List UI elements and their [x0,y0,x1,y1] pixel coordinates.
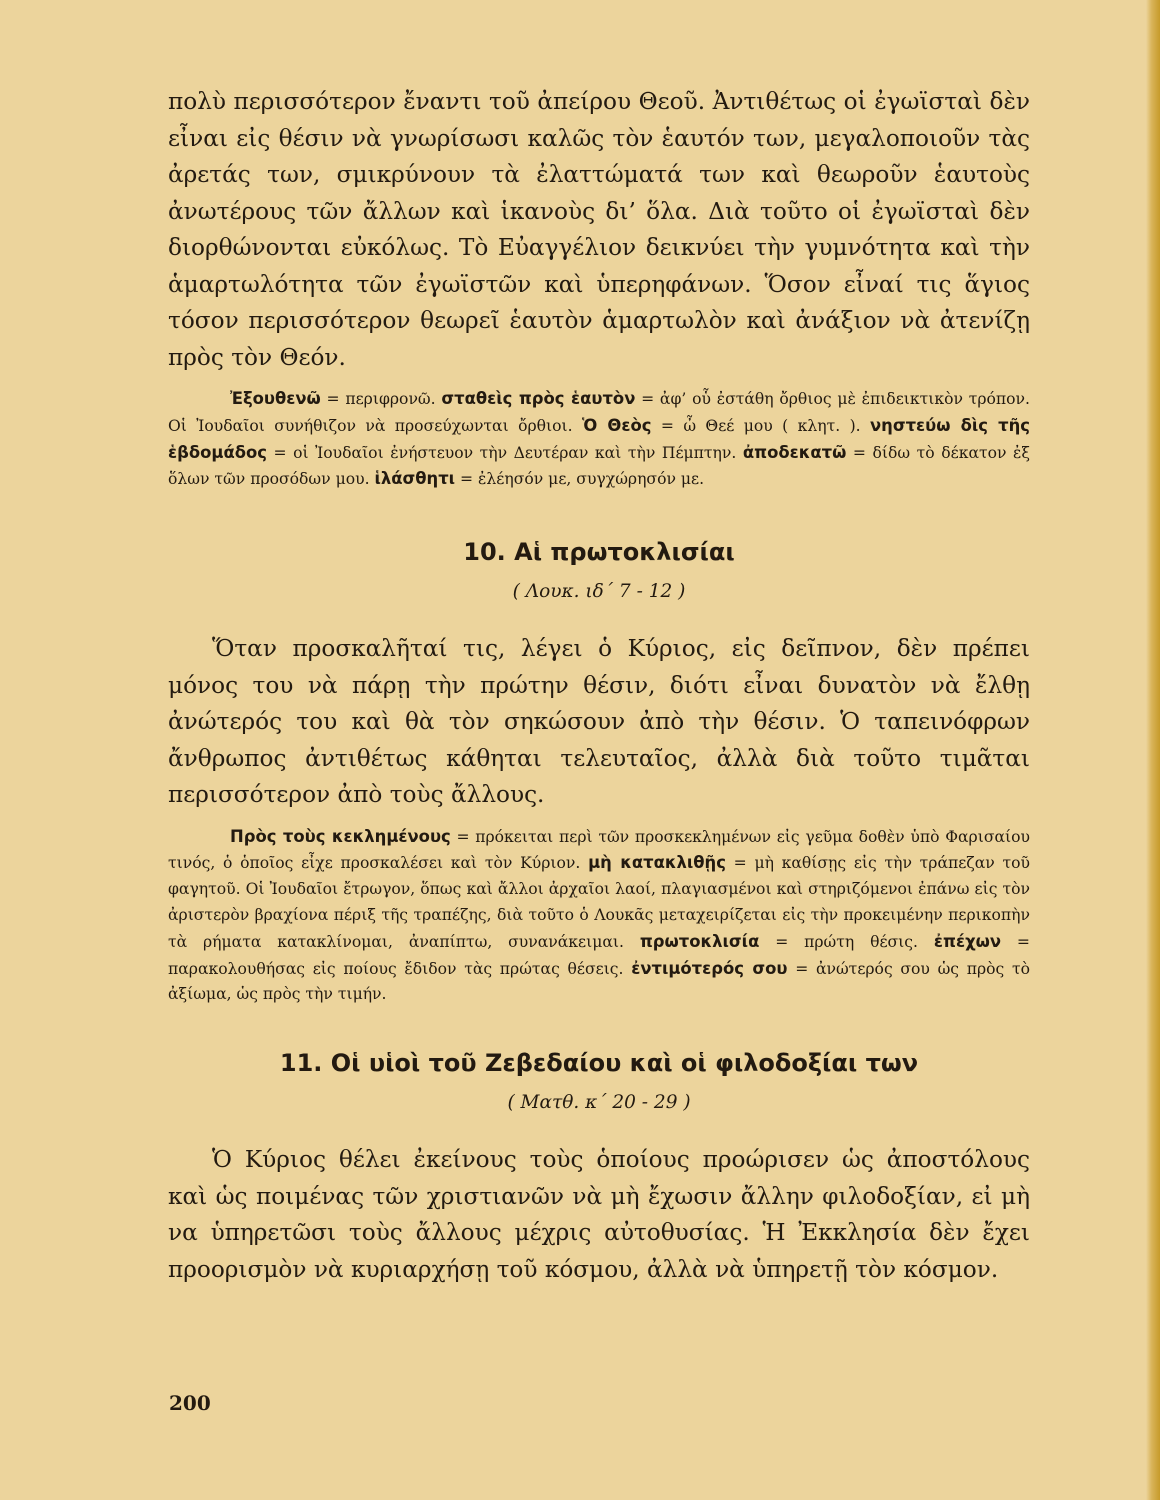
page-number: 200 [169,1391,211,1415]
glossary-term: σταθεὶς πρὸς ἑαυτὸν [441,389,636,408]
glossary-definition: = μὴ καθίσῃς εἰς τὴν τράπεζαν τοῦ φαγητοῦ. Οἱ Ἰουδαῖοι ἔτρωγον, ὅπως καὶ ἄλλοι ἀρχαῖοι λαοί, πλαγιασμένοι καὶ στηριζόμενοι ἐπάνω εἰς τὸν ἀριστερὸν βραχίονα πέριξ τῆς τραπέζης, διὰ τοῦτο ὁ Λουκᾶς μεταχειρίζεται εἰς τὴν προκειμένην περικοπὴν τὰ ρήματα κατακλίνομαι, ἀναπίπτω, συνανάκειμαι. [168,854,1030,951]
glossary-term: νηστεύω δὶς τῆς ἑβδομάδος [168,415,1030,462]
page-edge [1146,0,1160,1500]
glossary-definition: = οἱ Ἰουδαῖοι ἐνήστευον τὴν Δευτέραν καὶ τὴν Πέμπτην. [266,443,743,462]
book-page [168,84,1030,1288]
glossary-term: Ὁ Θεὸς [582,415,652,435]
section-10-paragraph: Ὅταν προσκαλῆταί τις, λέγει ὁ Κύριος, εἰς δεῖπνον, δὲν πρέπει μόνος του νὰ πάρῃ τὴν πρώτην θέσιν, διότι εἶναι δυνατὸν νὰ ἔλθῃ ἀνώτερός του καὶ θὰ τὸν σηκώσουν ἀπὸ τὴν θέσιν. Ὁ ταπεινόφρων ἄνθρωπος ἀντιθέτως κάθηται τελευταῖος, ἀλλὰ διὰ τοῦτο τιμᾶται περισσότερον ἀπὸ τοὺς ἄλλους. [168,635,1030,809]
glossary-definition: = ἐλέησόν με, συγχώρησόν με. [455,470,705,489]
glossary-definition: = ὦ Θεέ μου ( κλητ. ). [651,416,870,435]
glossary-term: μὴ κατακλιθῇς [588,853,726,873]
section-10-title: 10. Αἱ πρωτοκλισίαι [463,538,735,567]
glossary-definition: = πρόκειται περὶ τῶν προσκεκλημένων εἰς γεῦμα δοθὲν ὑπὸ Φαρισαίου τινός, ὁ ὁποῖος εἶχε προσκαλέσει καὶ τὸν Κύριον. [168,827,1030,873]
glossary-term: Πρὸς τοὺς κεκλημένους [230,826,451,846]
glossary-term: ἐπέχων [933,931,1002,951]
glossary-definition: = ἀνώτερός σου ὡς πρὸς τὸ ἀξίωμα, ὡς πρὸς τὴν τιμήν. [168,959,1030,1004]
glossary-definition: = παρακολουθήσας εἰς ποίους ἔδιδον τὰς πρώτας θέσεις. [168,932,1030,978]
glossary-term: ἀποδεκατῶ [742,442,847,462]
glossary-definition: = πρώτη θέσις. [759,932,934,951]
glossary-term: Ἐξουθενῶ [230,389,321,408]
glossary-term: πρωτοκλισία [639,931,760,951]
section-11-reference: ( Ματθ. κ΄ 20 - 29 ) [507,1092,691,1114]
glossary-term: ἱλάσθητι [374,469,456,489]
glossary-note-2 [168,824,1030,1009]
glossary-definition: = περιφρονῶ. [320,390,442,408]
intro-paragraph: πολὺ περισσότερον ἔναντι τοῦ ἀπείρου Θεοῦ. Ἀντιθέτως οἱ ἐγωϊσταὶ δὲν εἶναι εἰς θέσιν νὰ γνωρίσωσι καλῶς τὸν ἑαυτόν των, μεγαλοποιοῦν τὰς ἀρετάς των, σμικρύνουν τὰ ἐλαττώματά των καὶ θεωροῦν ἑαυτοὺς ἀνωτέρους τῶν ἄλλων καὶ ἱκανοὺς δι’ ὅλα. Διὰ τοῦτο οἱ ἐγωϊσταὶ δὲν διορθώνονται εὐκόλως. Τὸ Εὐαγγέλιον δεικνύει τὴν γυμνότητα καὶ τὴν ἁμαρτωλότητα τῶν ἐγωϊστῶν καὶ ὑπερηφάνων. Ὅσον εἶναί τις ἅγιος τόσον περισσότερον θεωρεῖ ἑαυτὸν ἁμαρτωλὸν καὶ ἀνάξιον νὰ ἀτενίζῃ πρὸς τὸν Θεόν. [168,88,1030,371]
section-10-reference: ( Λουκ. ιδ΄ 7 - 12 ) [512,581,686,603]
section-11-paragraph: Ὁ Κύριος θέλει ἐκείνους τοὺς ὁποίους προώρισεν ὡς ἀποστόλους καὶ ὡς ποιμένας τῶν χριστιανῶν νὰ μὴ ἔχωσιν ἄλλην φιλοδοξίαν, εἰ μὴ να ὑπηρετῶσι τοὺς ἄλλους μέχρις αὐτοθυσίας. Ἡ Ἐκκλησία δὲν ἔχει προορισμὸν νὰ κυριαρχήσῃ τοῦ κόσμου, ἀλλὰ νὰ ὑπηρετῇ τὸν κόσμον. [168,1146,1030,1283]
glossary-note-1 [168,386,1030,493]
glossary-definition: = ἀφ’ οὗ ἐστάθη ὄρθιος μὲ ἐπιδεικτικὸν τρόπον. Οἱ Ἰουδαῖοι συνήθιζον νὰ προσεύχωνται ὄρθιοι. [168,390,1030,435]
glossary-definition: = δίδω τὸ δέκατον ἐξ ὅλων τῶν προσόδων μου. [168,443,1030,489]
glossary-term: ἐντιμότερός σου [631,958,788,978]
section-11-title: 11. Οἱ υἱοὶ τοῦ Ζεβεδαίου καὶ οἱ φιλοδοξίαι των [279,1049,919,1078]
